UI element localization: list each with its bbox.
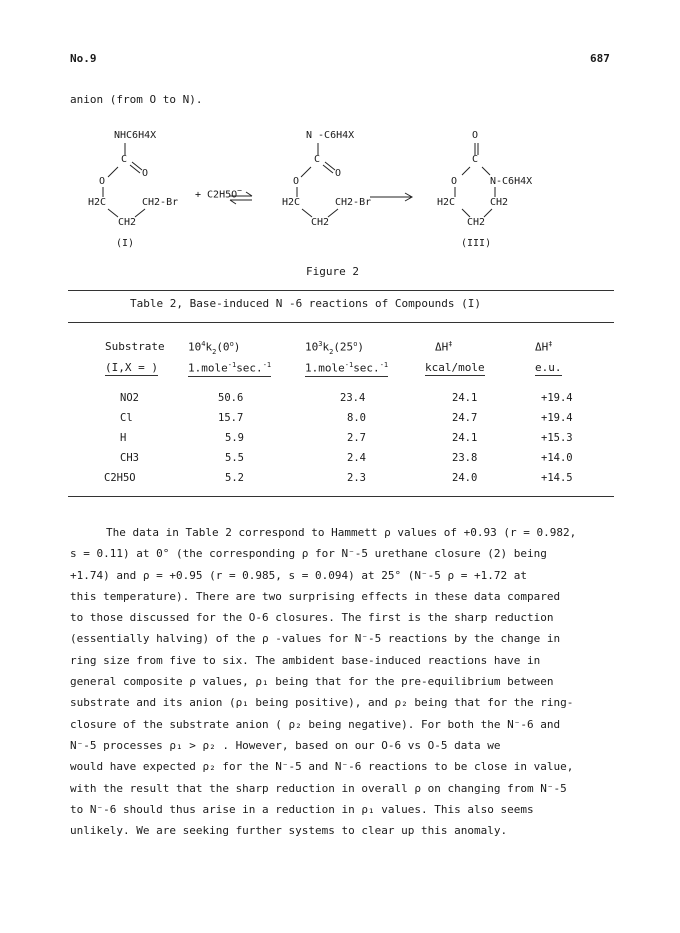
table-header-rule [68,322,614,323]
anion-substituent: N -C6H4X [306,130,355,141]
anion-carbonyl-o: O [335,168,342,179]
figure-caption: Figure 2 [306,265,359,278]
paragraph-line: (essentially halving) of the ρ -values for N⁻-5 reactions by the change in [70,632,561,646]
compound-i-carbonyl-o: O [142,168,149,179]
scheme-bonds [0,125,680,265]
table-cell: +19.4 [541,392,573,404]
paragraph-line: unlikely. We are seeking further systems to clear up this anomaly. [70,824,508,838]
table-title: Table 2, Base-induced N -6 reactions of Compounds (I) [130,297,481,310]
col-header-k0: $10^4k_2(0^o)$ [188,340,241,356]
paragraph-line: general composite ρ values, ρ₁ being that for the pre-equilibrium between [70,675,554,689]
paragraph-line: The data in Table 2 correspond to Hammett ρ values of +0.93 (r = 0.982, [106,526,577,539]
paragraph-line: would have expected ρ₂ for the N⁻-5 and N⁻-6 reactions to be close in value, [70,760,574,774]
compound-iii-carbon: C [472,154,479,165]
table-cell: 2.3 [347,472,366,484]
table-cell: 24.1 [452,392,478,404]
journal-issue: No.9 [70,52,97,65]
paragraph-line: +1.74) and ρ = +0.95 (r = 0.985, s = 0.094) at 25° (N⁻-5 ρ = +1.72 at [70,568,527,582]
anion-carbon: C [314,154,321,165]
table-cell: 24.0 [452,472,478,484]
anion-ch2br: CH2-Br [335,197,372,208]
compound-iii-ch2-left: H2C [437,197,456,208]
body-paragraph [70,522,630,841]
table-cell: +14.5 [541,472,573,484]
table-top-rule [68,290,614,291]
table-cell: +14.0 [541,452,573,464]
table-cell: Cl [120,412,133,424]
col-subheader-k0-units: 1.mole$^{-1}$sec.$^{-1}$ [188,361,272,375]
col-subheader-substrate: (I,X = ) [105,361,158,374]
page-number: 687 [590,52,610,65]
table-cell: 24.7 [452,412,478,424]
col-header-ds: ΔH‡ [535,340,553,354]
paragraph-line: s = 0.11) at 0° (the corresponding ρ for N⁻-5 urethane closure (2) being [70,547,547,561]
table-cell: 50.6 [218,392,244,404]
table-cell: 5.5 [225,452,244,464]
col-subheader-dh-units: kcal/mole [425,361,485,374]
compound-i-label: (I) [116,238,135,249]
anion-ch2-bottom: CH2 [311,217,330,228]
paragraph-line: with the result that the sharp reduction in overall ρ on changing from N⁻-5 [70,781,567,795]
paragraph-line: N⁻-5 processes ρ₁ > ρ₂ . However, based on our O-6 vs O-5 data we [70,738,501,752]
compound-iii-ch2-bottom: CH2 [467,217,486,228]
paragraph-line: to N⁻-6 should thus arise in a reduction in ρ₁ values. This also seems [70,802,534,816]
compound-iii-nitrogen: N-C6H4X [490,176,533,187]
table-cell: 24.1 [452,432,478,444]
table-cell: 2.7 [347,432,366,444]
paragraph-line: closure of the substrate anion ( ρ₂ being negative). For both the N⁻-6 and [70,717,561,731]
table-cell: 5.9 [225,432,244,444]
table-cell: C2H5O [104,472,136,484]
table-cell: 23.8 [452,452,478,464]
compound-i-ch2br: CH2-Br [142,197,179,208]
table-bottom-rule [68,496,614,497]
col-subheader-ds-units: e.u. [535,361,562,374]
table-cell: +15.3 [541,432,573,444]
table-cell: 2.4 [347,452,366,464]
compound-iii-ring-o: O [451,176,458,187]
col-header-substrate: Substrate [105,340,165,353]
table-cell: CH3 [120,452,139,464]
table-cell: 23.4 [340,392,366,404]
paragraph-line: substrate and its anion (ρ₁ being positive), and ρ₂ being that for the ring- [70,696,574,710]
compound-i-ch2-bottom: CH2 [118,217,137,228]
anion-ch2-left: H2C [282,197,301,208]
paragraph-line: this temperature). There are two surprising effects in these data compared [70,589,561,603]
compound-i-substituent: NHC6H4X [114,130,157,141]
compound-i-ch2-left: H2C [88,197,107,208]
table-cell: 8.0 [347,412,366,424]
compound-i-carbon: C [121,154,128,165]
reagent-ethoxide: + C2H5O− [195,186,242,201]
table-cell: H [120,432,127,444]
compound-iii-label: (III) [461,238,492,249]
table-cell: 15.7 [218,412,244,424]
paragraph-line: to those discussed for the O-6 closures. The first is the sharp reduction [70,611,554,625]
compound-iii-carbonyl-o: O [472,130,479,141]
paragraph-line: ring size from five to six. The ambident base-induced reactions have in [70,653,541,667]
intro-line: anion (from O to N). [70,93,203,106]
table-cell: NO2 [120,392,139,404]
table-cell: 5.2 [225,472,244,484]
anion-ring-o: O [293,176,300,187]
compound-i-ring-o: O [99,176,106,187]
col-subheader-k25-units: 1.mole$^{-1}$sec.$^{-1}$ [305,361,389,375]
table-cell: +19.4 [541,412,573,424]
col-header-k25: $10^3k_2(25^o)$ [305,340,365,356]
col-header-dh: ΔH‡ [435,340,453,354]
compound-iii-ch2-right: CH2 [490,197,509,208]
